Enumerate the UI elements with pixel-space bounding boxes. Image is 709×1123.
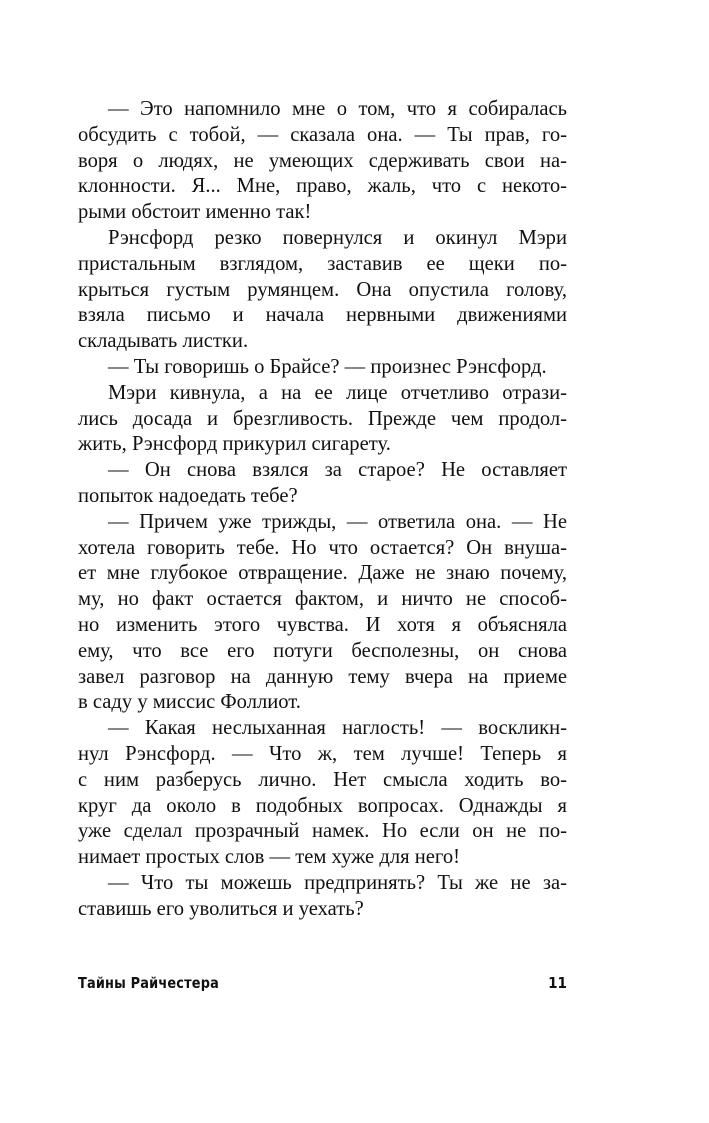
paragraph [78,381,567,458]
text-line: — Что ты можешь предпринять? Ты же не за- [108,871,567,894]
text-line: нул Рэнсфорд. — Что ж, тем лучше! Теперь я [78,742,567,765]
text-line: хотела говорить тебе. Но что остается? Он внуша- [78,536,567,559]
text-line: нимает простых слов — тем хуже для него! [78,846,460,869]
text-line: попыток надоедать тебе? [78,484,298,507]
paragraph [78,871,567,923]
text-line: пристальным взглядом, заставив ее щеки по- [78,252,567,275]
text-line: но изменить этого чувства. И хотя я объясняла [78,613,567,636]
text-line: Мэри кивнула, а на ее лице отчетливо отрази- [108,381,567,404]
text-line: — Какая неслыханная наглость! — воскликн- [108,717,567,740]
text-line: жить, Рэнсфорд прикурил сигарету. [78,433,391,456]
paragraph [78,458,567,510]
text-line: лись досада и брезгливость. Прежде чем продол- [78,407,567,430]
paragraph [78,97,567,226]
text-line: ставишь его уволиться и уехать? [78,897,364,920]
paragraph [78,355,567,381]
text-line: ет мне глубокое отвращение. Даже не знаю почему, [78,562,567,585]
text-line: клонности. Я... Мне, право, жаль, что с некото- [78,175,567,198]
text-line: воря о людях, не умеющих сдерживать свои на- [78,149,567,172]
text-line: обсудить с тобой, — сказала она. — Ты прав, го- [78,123,567,146]
text-line: крыться густым румянцем. Она опустила голову, [78,278,567,301]
text-line: рыми обстоит именно так! [78,201,312,224]
text-line: му, но факт остается фактом, и ничто не способ- [78,588,567,611]
paragraph [78,716,567,871]
text-line: в саду у миссис Фоллиот. [78,691,301,714]
text-line: уже сделал прозрачный намек. Но если он не по- [78,820,567,843]
page-number: 11 [548,974,567,992]
text-line: — Он снова взялся за старое? Не оставляет [108,459,567,482]
text-line: Рэнсфорд резко повернулся и окинул Мэри [108,226,567,249]
text-line: круг да около в подобных вопросах. Однажды я [78,794,567,817]
text-line: — Ты говоришь о Брайсе? — произнес Рэнсфорд. [108,355,547,378]
page-footer [78,970,567,996]
text-line: — Причем уже трижды, — ответила она. — Не [108,510,567,533]
text-line: с ним разберусь лично. Нет смысла ходить во- [78,768,567,791]
text-line: ему, что все его потуги бесполезны, он снова [78,639,567,662]
text-line: взяла письмо и начала нервными движениями [78,304,567,327]
paragraph [78,226,567,355]
paragraph [78,510,567,716]
body-text [78,97,567,923]
text-line: — Это напомнило мне о том, что я собиралась [108,98,567,120]
text-line: завел разговор на данную тему вчера на приеме [78,665,567,688]
text-line: складывать листки. [78,330,249,353]
running-title: Тайны Райчестера [78,974,219,992]
